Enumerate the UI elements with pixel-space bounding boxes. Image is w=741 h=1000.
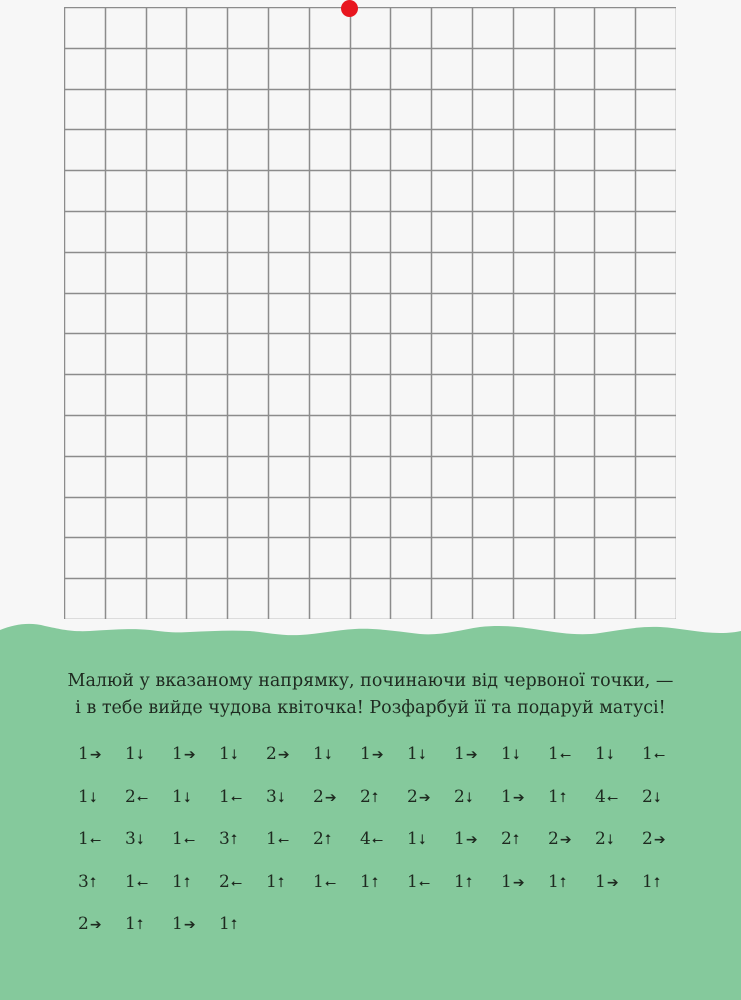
arrow-up-icon: ⭡: [230, 917, 238, 933]
step-count: 1: [501, 786, 512, 807]
arrow-down-icon: ⭣: [136, 832, 144, 848]
direction-step: [642, 868, 660, 896]
step-count: 1: [501, 871, 512, 892]
direction-step: [454, 740, 478, 768]
direction-step: [78, 868, 96, 896]
step-count: 2: [407, 786, 418, 807]
step-count: 1: [266, 871, 277, 892]
direction-step: [172, 740, 196, 768]
arrow-left-icon: ⭠: [277, 832, 290, 848]
arrow-down-icon: ⭣: [277, 789, 285, 806]
direction-step: [548, 783, 566, 811]
direction-step: [78, 825, 101, 853]
step-count: 1: [407, 871, 418, 892]
direction-step: [501, 740, 519, 768]
step-count: 1: [548, 744, 559, 764]
step-count: 4: [360, 829, 371, 849]
arrow-down-icon: ⭣: [89, 789, 97, 806]
arrow-down-icon: ⭣: [183, 789, 191, 806]
arrow-up-icon: ⭡: [136, 917, 144, 933]
arrow-right-icon: ➔: [89, 917, 102, 933]
direction-step: [78, 910, 102, 938]
arrow-up-icon: ⭡: [230, 832, 238, 848]
direction-step: [125, 868, 148, 896]
direction-step: [642, 825, 666, 853]
arrow-up-icon: ⭡: [465, 874, 473, 891]
step-count: 1: [454, 829, 465, 849]
direction-step: [313, 740, 331, 768]
direction-step: [219, 783, 242, 811]
direction-step: [125, 910, 143, 938]
step-count: 1: [172, 786, 183, 807]
step-count: 1: [125, 744, 136, 764]
direction-step: [313, 783, 337, 811]
direction-step: [266, 740, 290, 768]
step-count: 2: [313, 786, 324, 807]
direction-step: [595, 825, 613, 853]
step-count: 2: [360, 786, 371, 807]
arrow-right-icon: ➔: [465, 832, 478, 848]
step-count: 1: [642, 871, 653, 892]
direction-step: [548, 825, 572, 853]
step-count: 1: [125, 871, 136, 892]
direction-step: [407, 740, 425, 768]
step-count: 1: [407, 829, 418, 849]
direction-step: [78, 783, 96, 811]
step-count: 1: [548, 786, 559, 807]
arrow-right-icon: ➔: [465, 747, 478, 763]
direction-step: [501, 783, 525, 811]
step-count: 1: [219, 744, 230, 764]
arrow-up-icon: ⭡: [324, 832, 332, 848]
step-count: 1: [595, 871, 606, 892]
direction-step: [219, 740, 237, 768]
arrow-left-icon: ⭠: [230, 789, 243, 806]
step-count: 1: [219, 914, 230, 934]
step-count: 1: [78, 786, 89, 807]
direction-step: [125, 825, 143, 853]
direction-step: [407, 868, 430, 896]
arrow-up-icon: ⭡: [559, 874, 567, 891]
step-count: 2: [642, 786, 653, 807]
direction-step: [595, 783, 618, 811]
direction-step: [125, 783, 148, 811]
direction-step: [172, 910, 196, 938]
step-count: 2: [125, 786, 136, 807]
step-count: 1: [454, 871, 465, 892]
arrow-right-icon: ➔: [512, 789, 525, 806]
step-count: 1: [172, 744, 183, 764]
arrow-down-icon: ⭣: [512, 747, 520, 763]
step-count: 3: [219, 829, 230, 849]
arrow-left-icon: ⭠: [606, 789, 619, 806]
arrow-left-icon: ⭠: [324, 874, 337, 891]
direction-step: [595, 740, 613, 768]
direction-step: [266, 783, 284, 811]
step-count: 2: [266, 744, 277, 764]
step-count: 2: [313, 829, 324, 849]
direction-step: [407, 825, 425, 853]
step-count: 1: [360, 744, 371, 764]
arrow-right-icon: ➔: [183, 747, 196, 763]
direction-step: [548, 740, 571, 768]
arrow-left-icon: ⭠: [559, 747, 572, 763]
direction-step: [360, 740, 384, 768]
step-count: 3: [125, 829, 136, 849]
direction-step: [454, 868, 472, 896]
direction-step: [360, 825, 383, 853]
arrow-up-icon: ⭡: [559, 789, 567, 806]
arrow-down-icon: ⭣: [324, 747, 332, 763]
direction-step: [407, 783, 431, 811]
instruction-line-2: і в тебе вийде чудова квіточка! Розфарбуй її та подаруй матусі!: [75, 698, 666, 718]
step-count: 3: [78, 871, 89, 892]
arrow-left-icon: ⭠: [136, 874, 149, 891]
arrow-down-icon: ⭣: [606, 747, 614, 763]
step-count: 2: [219, 871, 230, 892]
step-count: 3: [266, 786, 277, 807]
arrow-up-icon: ⭡: [371, 874, 379, 891]
step-count: 1: [360, 871, 371, 892]
arrow-left-icon: ⭠: [371, 832, 384, 848]
arrow-right-icon: ➔: [512, 874, 525, 891]
instruction-text: [0, 668, 741, 722]
direction-step: [172, 868, 190, 896]
step-count: 2: [595, 829, 606, 849]
step-count: 1: [219, 786, 230, 807]
arrow-up-icon: ⭡: [89, 874, 97, 891]
direction-step: [219, 825, 237, 853]
arrow-up-icon: ⭡: [277, 874, 285, 891]
direction-step: [78, 740, 102, 768]
direction-step: [454, 783, 472, 811]
direction-step: [266, 825, 289, 853]
direction-step: [595, 868, 619, 896]
direction-step: [360, 868, 378, 896]
direction-step: [219, 868, 242, 896]
direction-step: [501, 825, 519, 853]
step-count: 1: [313, 871, 324, 892]
direction-step: [642, 740, 665, 768]
step-count: 1: [172, 871, 183, 892]
arrow-left-icon: ⭠: [89, 832, 102, 848]
arrow-right-icon: ➔: [653, 832, 666, 848]
step-count: 2: [454, 786, 465, 807]
direction-step: [501, 868, 525, 896]
arrow-left-icon: ⭠: [653, 747, 666, 763]
arrow-right-icon: ➔: [559, 832, 572, 848]
arrow-down-icon: ⭣: [418, 747, 426, 763]
drawing-grid: [64, 7, 676, 619]
step-count: 1: [313, 744, 324, 764]
arrow-up-icon: ⭡: [371, 789, 379, 806]
arrow-down-icon: ⭣: [136, 747, 144, 763]
instruction-line-1: Малюй у вказаному напрямку, починаючи від червоної точки, —: [67, 671, 674, 691]
direction-step: [172, 825, 195, 853]
arrow-down-icon: ⭣: [418, 832, 426, 848]
step-count: 1: [266, 829, 277, 849]
direction-step: [313, 868, 336, 896]
arrow-right-icon: ➔: [89, 747, 102, 763]
arrow-right-icon: ➔: [277, 747, 290, 763]
arrow-right-icon: ➔: [371, 747, 384, 763]
start-point: [341, 0, 358, 17]
step-count: 1: [172, 914, 183, 934]
direction-step: [454, 825, 478, 853]
direction-step: [313, 825, 331, 853]
direction-step: [172, 783, 190, 811]
arrow-left-icon: ⭠: [136, 789, 149, 806]
direction-step: [125, 740, 143, 768]
step-count: 1: [642, 744, 653, 764]
direction-step: [360, 783, 378, 811]
step-count: 2: [501, 829, 512, 849]
arrow-left-icon: ⭠: [418, 874, 431, 891]
arrow-up-icon: ⭡: [512, 832, 520, 848]
arrow-right-icon: ➔: [418, 789, 431, 806]
arrow-left-icon: ⭠: [230, 874, 243, 891]
direction-step: [266, 868, 284, 896]
step-count: 4: [595, 786, 606, 807]
step-count: 1: [548, 871, 559, 892]
step-count: 2: [548, 829, 559, 849]
arrow-up-icon: ⭡: [653, 874, 661, 891]
step-count: 2: [642, 829, 653, 849]
arrow-up-icon: ⭡: [183, 874, 191, 891]
direction-step: [548, 868, 566, 896]
step-count: 1: [454, 744, 465, 764]
direction-step: [642, 783, 660, 811]
step-count: 1: [407, 744, 418, 764]
arrow-left-icon: ⭠: [183, 832, 196, 848]
step-count: 1: [595, 744, 606, 764]
arrow-right-icon: ➔: [606, 874, 619, 891]
direction-step: [219, 910, 237, 938]
step-count: 1: [501, 744, 512, 764]
arrow-right-icon: ➔: [183, 917, 196, 933]
step-count: 1: [172, 829, 183, 849]
step-count: 2: [78, 914, 89, 934]
step-count: 1: [125, 914, 136, 934]
arrow-right-icon: ➔: [324, 789, 337, 806]
step-count: 1: [78, 829, 89, 849]
arrow-down-icon: ⭣: [653, 789, 661, 806]
step-count: 1: [78, 744, 89, 764]
arrow-down-icon: ⭣: [606, 832, 614, 848]
arrow-down-icon: ⭣: [465, 789, 473, 806]
arrow-down-icon: ⭣: [230, 747, 238, 763]
